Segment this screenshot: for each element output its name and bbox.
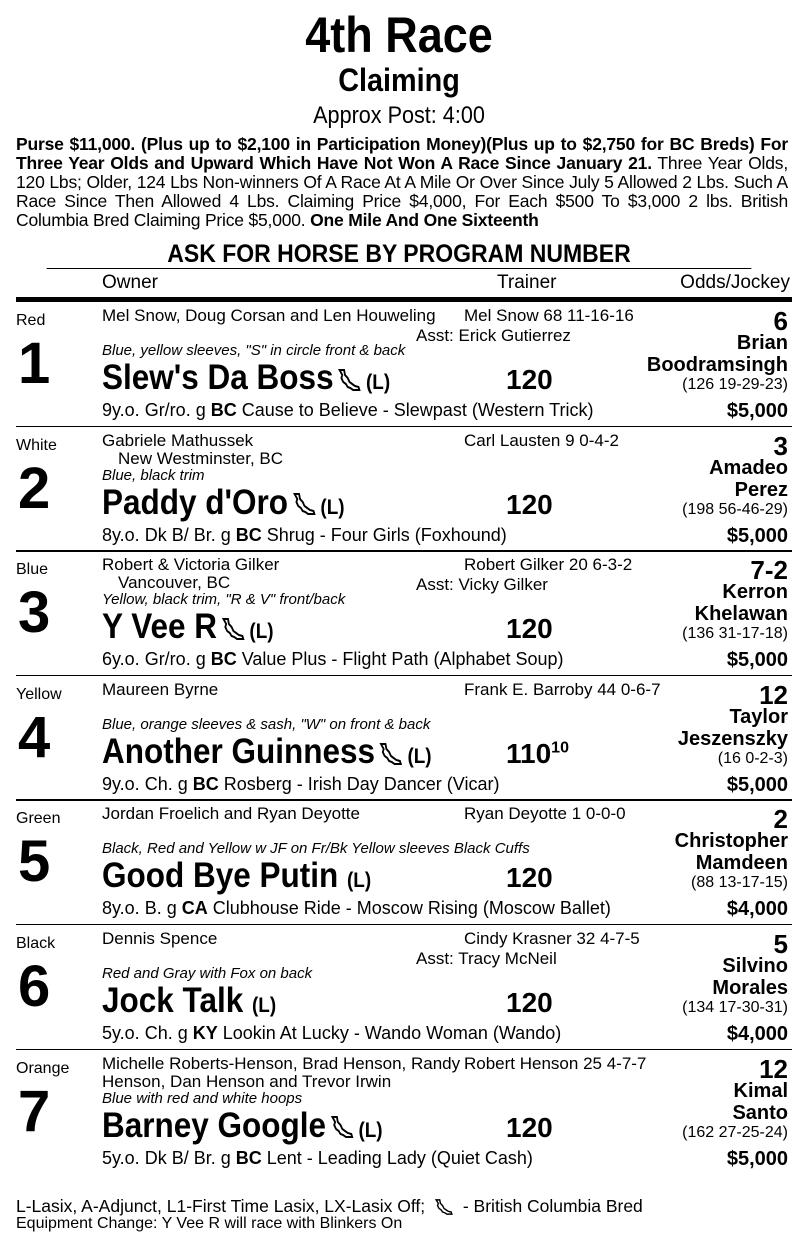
silks: Yellow, black trim, "R & V" front/back: [102, 591, 346, 609]
breeding: [102, 525, 507, 546]
breeding: [102, 1023, 561, 1044]
breeding-age: 8y.o. Dk B/ Br. g: [102, 524, 236, 545]
owner-location: New Westminster, BC: [118, 448, 284, 468]
horse-name: [102, 1106, 383, 1146]
morning-line-odds: 6: [773, 306, 788, 336]
morning-line-odds: 7-2: [750, 555, 788, 586]
breeding-pedigree: Lent - Leading Lady (Quiet Cash): [261, 1147, 533, 1168]
owner: [102, 930, 217, 948]
assistant-trainer: Asst: Vicky Gilker: [416, 575, 548, 595]
trainer: Robert Henson 25 4-7-7: [464, 1053, 647, 1073]
bc-bred-icon: [330, 1113, 355, 1141]
program-number: 6: [18, 954, 51, 1019]
jockey-last-name: Perez: [734, 478, 788, 501]
breeding-age: 8y.o. B. g: [102, 898, 182, 919]
claiming-price: $4,000: [726, 1023, 788, 1045]
horse-name-text: Paddy d'Oro: [102, 482, 289, 522]
saddle-color: Green: [16, 810, 61, 828]
entry-row: [16, 427, 792, 552]
horse-name: [102, 856, 371, 896]
post-time: Approx Post: 4:00: [313, 102, 485, 129]
assistant-trainer: Asst: Erick Gutierrez: [416, 326, 571, 345]
weight: [506, 613, 553, 645]
jockey-first-name: Brian: [736, 332, 788, 354]
breeding-pedigree: Clubhouse Ride - Moscow Rising (Moscow Ballet): [207, 898, 611, 919]
bc-bred-icon: [434, 1197, 454, 1217]
program-number: 1: [18, 331, 51, 396]
lasix-flag: (L): [358, 1118, 383, 1142]
trainer: Robert Gilker 20 6-3-2: [464, 555, 633, 575]
breeding-state: BC: [210, 400, 237, 420]
morning-line-odds: 5: [773, 929, 788, 959]
jockey-record: (198 56-46-29): [682, 500, 788, 518]
jockey-last-name: Santo: [732, 1101, 788, 1124]
weight: [506, 987, 553, 1019]
breeding-pedigree: Value Plus - Flight Path (Alphabet Soup): [236, 649, 564, 670]
silks: Blue, yellow sleeves, "S" in circle front & back: [102, 342, 406, 359]
horse-name-text: Barney Google: [102, 1105, 327, 1145]
legend-text: L-Lasix, A-Adjunct, L1-First Time Lasix, LX-Lasix Off;: [16, 1196, 430, 1216]
race-type: Claiming: [338, 62, 460, 98]
weight: [506, 1112, 553, 1144]
jockey-last-name: Boodramsingh: [646, 354, 788, 376]
morning-line-odds: 12: [759, 1053, 788, 1084]
owner: [102, 556, 279, 592]
program-number: 7: [18, 1078, 51, 1144]
silks: Blue, orange sleeves & sash, "W" on front & back: [102, 715, 431, 733]
owner: [102, 432, 283, 468]
lasix-flag: (L): [249, 620, 274, 644]
breeding-age: 9y.o. Gr/ro. g: [102, 400, 211, 420]
program-number: 4: [18, 704, 51, 770]
weight-allowance: 10: [551, 739, 569, 757]
lasix-flag: (L): [347, 869, 372, 893]
silks: Blue, black trim: [102, 466, 205, 484]
jockey-first-name: Amadeo: [709, 456, 788, 479]
jockey-last-name: Khelawan: [694, 603, 788, 626]
trainer: Carl Lausten 9 0-4-2: [464, 430, 619, 450]
conditions-distance: One Mile And One Sixteenth: [310, 210, 539, 230]
owner: [102, 681, 218, 699]
breeding: [102, 400, 594, 421]
entry-row: [16, 1050, 792, 1175]
lasix-flag: (L): [365, 371, 391, 394]
saddle-color: Yellow: [16, 685, 62, 703]
jockey-last-name: Jeszenszky: [677, 727, 788, 750]
breeding-age: 6y.o. Gr/ro. g: [102, 649, 211, 670]
jockey-record: (88 13-17-15): [691, 874, 788, 892]
breeding-state: BC: [235, 1147, 262, 1168]
silks: Black, Red and Yellow w JF on Fr/Bk Yellow sleeves Black Cuffs: [102, 840, 530, 858]
trainer: Ryan Deyotte 1 0-0-0: [464, 804, 626, 824]
owner: [102, 1055, 460, 1091]
jockey-first-name: Silvino: [722, 955, 788, 977]
horse-name: [102, 483, 345, 523]
trainer: Cindy Krasner 32 4-7-5: [464, 929, 640, 948]
horse-name-text: Good Bye Putin: [102, 856, 339, 896]
owner: [102, 805, 360, 823]
weight-value: 110: [506, 737, 552, 769]
owner-name: Gabriele Mathussek: [102, 430, 254, 450]
owner-header: Owner: [102, 272, 158, 293]
horse-name: [102, 981, 276, 1021]
legend-bc: - British Columbia Bred: [458, 1196, 643, 1216]
silks: Blue with red and white hoops: [102, 1089, 303, 1107]
lasix-flag: (L): [320, 495, 345, 519]
breeding-pedigree: Cause to Believe - Slewpast (Western Trick): [236, 400, 594, 420]
trainer-header: Trainer: [497, 272, 557, 293]
weight-value: 120: [506, 613, 553, 645]
lasix-flag: (L): [252, 994, 277, 1017]
entry-row: [16, 551, 792, 676]
morning-line-odds: 12: [759, 679, 788, 710]
weight-value: 120: [506, 488, 553, 520]
claiming-price: $5,000: [726, 400, 788, 422]
bc-bred-icon: [292, 490, 317, 518]
jockey-first-name: Taylor: [729, 705, 788, 728]
breeding-state: CA: [181, 898, 208, 919]
morning-line-odds: 3: [773, 430, 788, 461]
trainer: Mel Snow 68 11-16-16: [464, 306, 634, 325]
ask-banner: ASK FOR HORSE BY PROGRAM NUMBER: [47, 240, 752, 269]
owner-name: Mel Snow, Doug Corsan and Len Houweling: [102, 306, 436, 325]
claiming-price: $5,000: [726, 1147, 788, 1170]
breeding-state: BC: [210, 649, 237, 670]
entry-row: [16, 925, 792, 1050]
breeding-age: 9y.o. Ch. g: [102, 773, 193, 794]
owner-location: Henson, Dan Henson and Trevor Irwin: [102, 1071, 392, 1091]
claiming-price: $5,000: [726, 649, 788, 672]
horse-name: [102, 358, 390, 398]
bc-bred-icon: [379, 740, 404, 768]
breeding-age: 5y.o. Dk B/ Br. g: [102, 1147, 236, 1168]
owner-name: Michelle Roberts-Henson, Brad Henson, Randy: [102, 1053, 461, 1073]
entry-row: [16, 302, 792, 427]
lasix-flag: (L): [407, 744, 432, 768]
weight: [506, 489, 553, 521]
horse-name-text: Another Guinness: [102, 731, 376, 771]
breeding-pedigree: Lookin At Lucky - Wando Woman (Wando): [217, 1023, 562, 1043]
program-number: 3: [18, 580, 51, 646]
jockey-last-name: Morales: [712, 977, 788, 999]
jockey-record: (162 27-25-24): [682, 1123, 788, 1141]
conditions-text: Three Year Olds, 120 Lbs; Older, 124 Lbs Non-winners Of A Race At A Mile Or Over Since July 5 Allowed 2 Lbs. Such A Race Since Then Allowed 4 Lbs. Claiming Price $4,000, For Each $500 To $3,000 2 lbs. British Columbia Bred Claiming Price $5,000.: [16, 153, 788, 230]
breeding: [102, 649, 564, 670]
weight-value: 120: [506, 862, 553, 894]
entry-row: [16, 676, 792, 801]
claiming-price: $5,000: [726, 524, 788, 547]
saddle-color: Blue: [16, 561, 49, 579]
trainer: Frank E. Barroby 44 0-6-7: [464, 679, 661, 699]
owner-location: Vancouver, BC: [118, 573, 231, 593]
weight: [506, 862, 553, 894]
jockey-record: (16 0-2-3): [717, 749, 788, 767]
owner-name: Maureen Byrne: [102, 679, 219, 699]
silks: Red and Gray with Fox on back: [102, 965, 313, 982]
breeding: [102, 898, 611, 919]
saddle-color: Red: [16, 312, 46, 329]
conditions-bold-1: Purse $11,000. (Plus up to $2,100 in Participation Money)(Plus up to $2,750 for BC Breds) For Three Year Olds and Upward Which Have Not Won A Race Since January 21.: [16, 134, 788, 173]
horse-name: [102, 607, 274, 647]
breeding-age: 5y.o. Ch. g: [102, 1023, 193, 1043]
odds-header: Odds/Jockey: [680, 272, 790, 293]
breeding: [102, 1148, 533, 1169]
claiming-price: $4,000: [726, 898, 788, 921]
jockey-first-name: Kimal: [733, 1079, 788, 1102]
jockey-last-name: Mamdeen: [695, 852, 788, 875]
owner-name: Robert & Victoria Gilker: [102, 555, 280, 575]
jockey-record: (134 17-30-31): [682, 999, 788, 1016]
race-title: 4th Race: [305, 7, 493, 63]
horse-name: [102, 732, 432, 772]
saddle-color: Black: [16, 935, 56, 952]
equipment-change: Equipment Change: Y Vee R will race with Blinkers On: [16, 1215, 403, 1232]
morning-line-odds: 2: [773, 804, 788, 835]
breeding-state: BC: [235, 524, 262, 545]
weight: [506, 364, 553, 396]
weight: [506, 738, 569, 770]
breeding-state: BC: [192, 773, 219, 794]
saddle-color: Orange: [16, 1059, 70, 1077]
race-conditions: [16, 135, 788, 230]
program-number: 2: [18, 455, 51, 521]
horse-name-text: Jock Talk: [102, 981, 244, 1020]
weight-value: 120: [506, 987, 553, 1018]
entry-row: [16, 800, 792, 925]
breeding: [102, 774, 499, 795]
weight-value: 120: [506, 1111, 553, 1143]
jockey-record: (126 19-29-23): [682, 376, 788, 393]
owner: [102, 307, 436, 325]
bc-bred-icon: [221, 615, 246, 643]
jockey-first-name: Kerron: [722, 581, 788, 604]
jockey-record: (136 31-17-18): [682, 625, 788, 643]
breeding-pedigree: Shrug - Four Girls (Foxhound): [261, 524, 507, 545]
breeding-pedigree: Rosberg - Irish Day Dancer (Vicar): [218, 773, 500, 794]
weight-value: 120: [506, 364, 553, 395]
horse-name-text: Y Vee R: [102, 607, 218, 647]
owner-name: Jordan Froelich and Ryan Deyotte: [102, 804, 360, 824]
bc-bred-icon: [337, 366, 362, 394]
assistant-trainer: Asst: Tracy McNeil: [416, 949, 557, 968]
owner-name: Dennis Spence: [102, 929, 218, 948]
saddle-color: White: [16, 436, 57, 454]
horse-name-text: Slew's Da Boss: [102, 358, 334, 397]
jockey-first-name: Christopher: [674, 830, 788, 853]
breeding-state: KY: [192, 1023, 218, 1043]
program-number: 5: [18, 829, 51, 895]
claiming-price: $5,000: [726, 773, 788, 796]
